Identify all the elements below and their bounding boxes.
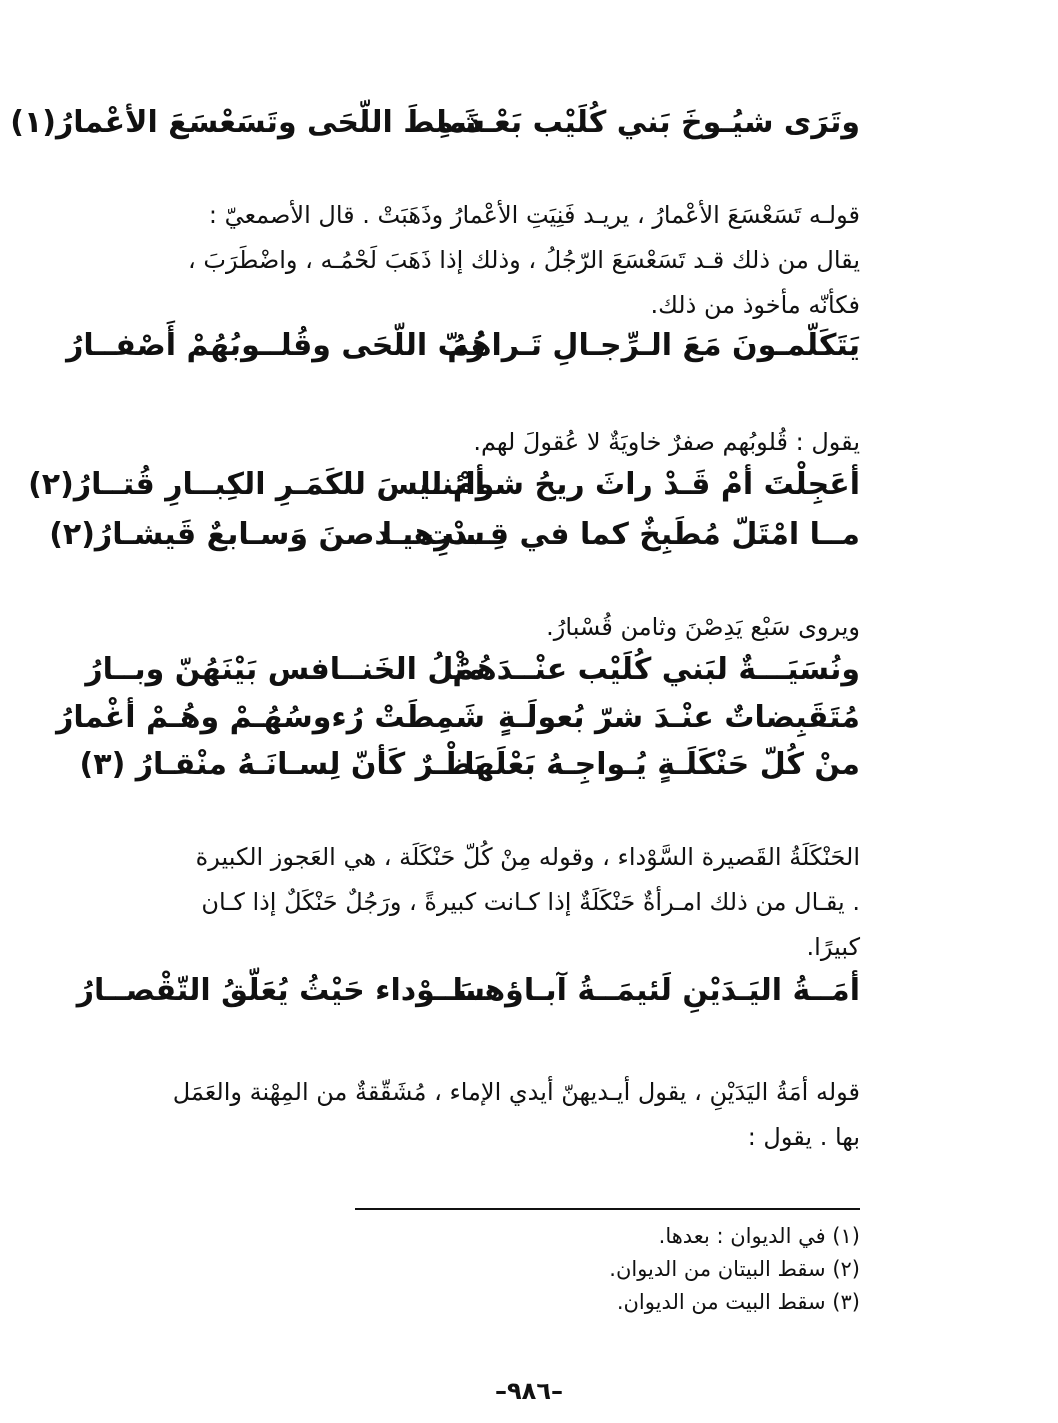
verse-line bbox=[56, 695, 860, 741]
commentary-line: قوله أمَةُ اليَدَيْنِ ، يقول أيـديهنّ أيدي الإماء ، مُشَقّقةٌ من المِهْنة والعَمَل bbox=[172, 1078, 860, 1106]
commentary-line: بها . يقول : bbox=[747, 1123, 860, 1151]
verse-second-hemistich: سَــوْداء حَيْثُ يُعَلّقُ التّقْصــارُ bbox=[76, 973, 485, 1008]
verse-second-hemistich: مثْلُ الخَنــافس بَيْنَهُنّ وبــارُ bbox=[85, 652, 485, 687]
verse-first-hemistich: وتَرَى شيُـوخَ بَني كُلَيْب بَعْـدَما bbox=[436, 105, 860, 140]
page-number: –٩٨٦– bbox=[495, 1377, 563, 1405]
verse-first-hemistich: مــا امْتَلّ مُطَبِخٌ كما في قِــدْرِهــا bbox=[381, 517, 860, 552]
verse-line bbox=[79, 742, 860, 788]
commentary-line: ويروى سَبْع يَدِصْنَ وثامن قُسْبارُ. bbox=[546, 613, 860, 641]
verse-line bbox=[49, 512, 860, 558]
commentary-line: كبيرًا. bbox=[806, 933, 860, 961]
footnotes bbox=[355, 1220, 860, 1319]
commentary-line: . يقـال من ذلك امـرأةٌ حَنْكَلَةٌ إذا كـانت كبيرةً ، ورَجُلٌ حَنْكَلٌ إذا كـان bbox=[201, 888, 860, 916]
verse-first-hemistich: أمَــةُ اليَـدَيْنِ لَئيمَــةُ آبـاؤهــا bbox=[452, 973, 860, 1008]
commentary-line: فكأنّه مأخوذ من ذلك. bbox=[650, 291, 860, 319]
verse-second-hemistich: شَمِطَتْ رُءوسُهُـمْ وهُـمْ أغْمارُ bbox=[56, 700, 485, 735]
verse-second-hemistich: شَمِطَ اللّحَى وتَسَعْسَعَ الأعْمارُ(١) bbox=[10, 105, 485, 140]
commentary-paragraph bbox=[125, 420, 860, 465]
commentary-line: يقال من ذلك قـد تَسَعْسَعَ الرّجُلُ ، وذلك إذا ذَهَبَ لَحْمُـه ، واضْطَرَبَ ، bbox=[187, 246, 860, 274]
verse-line bbox=[66, 323, 860, 369]
commentary-paragraph bbox=[125, 193, 860, 328]
verse-line bbox=[28, 462, 860, 508]
commentary-line: يقول : قُلوبُهم صفرٌ خاويَةٌ لا عُقولَ لهم. bbox=[473, 428, 860, 456]
commentary-paragraph bbox=[125, 835, 860, 970]
verse-line bbox=[85, 647, 860, 693]
verse-first-hemistich: مُتَقَبِضاتٌ عنْـدَ شرّ بُعولَـةٍ bbox=[497, 700, 860, 735]
verse-first-hemistich: أعَجِلْتَ أمْ قَـدْ راثَ ريحُ شوائنـا bbox=[420, 467, 860, 502]
verse-second-hemistich: أمْ ليسَ للكَمَـرِ الكِبــارِ قُتــارُ(٢) bbox=[28, 467, 485, 502]
verse-line bbox=[76, 968, 860, 1014]
commentary-line: الحَنْكَلَةُ القَصيرة السَّوْداء ، وقوله مِنْ كُلّ حَنْكَلَة ، هي العَجوز الكبيرة bbox=[195, 843, 860, 871]
footnote: (٢) سقط البيتان من الديوان. bbox=[609, 1257, 860, 1281]
footnote: (١) في الديوان : بعدها. bbox=[658, 1224, 860, 1248]
commentary-line: قولـه تَسَعْسَعَ الأعْمارُ ، يريـد فَنِيَتِ الأعْمارُ وذَهَبَتْ . قال الأصمعيّ : bbox=[208, 201, 860, 229]
verse-second-hemistich: ست يـدصنَ وَسـابعٌ قَيشـارُ(٢) bbox=[49, 517, 485, 552]
verse-first-hemistich: يَتَكَلّمـونَ مَعَ الـرِّجـالِ تَـراهُمُ bbox=[447, 328, 860, 363]
footnote: (٣) سقط البيت من الديوان. bbox=[616, 1290, 860, 1314]
commentary-paragraph bbox=[125, 1070, 860, 1160]
verse-second-hemistich: بَظْـرٌ كَأنّ لِسـانَـهُ منْقـارُ (٣) bbox=[79, 747, 485, 782]
verse-first-hemistich: منْ كُلّ حَنْكَلَـةٍ يُـواجِـهُ بَعْلَها bbox=[464, 747, 860, 782]
commentary-paragraph bbox=[125, 605, 860, 650]
footnote-divider bbox=[355, 1208, 860, 1210]
verse-first-hemistich: ونُسَيَـــةٌ لبَني كُلَيْب عنْــدَهُمْ bbox=[452, 652, 860, 687]
verse-line bbox=[10, 100, 860, 146]
verse-second-hemistich: زُبّ اللّحَى وقُلــوبُهُمْ أَصْفــارُ bbox=[66, 328, 485, 363]
